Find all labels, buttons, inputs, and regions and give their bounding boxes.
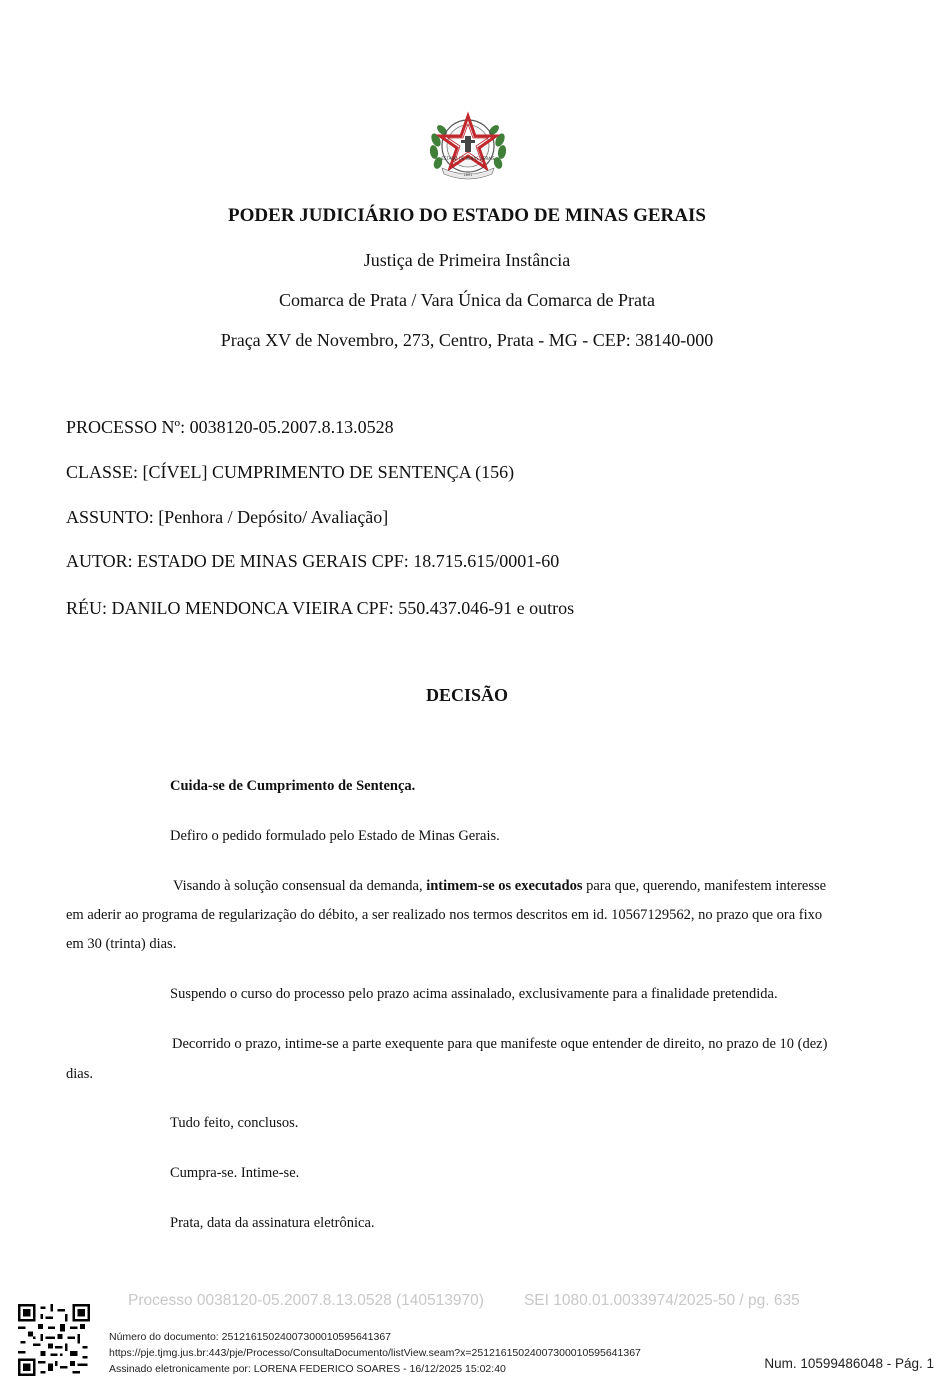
page-number: Num. 10599486048 - Pág. 1 — [764, 1356, 934, 1371]
paragraph-3-line-1: Visando à solução consensual da demanda, intimem-se os executados para que, querendo, manifestem interesse — [173, 878, 827, 894]
paragraph-3-line-2: em aderir ao programa de regularização do débito, a ser realizado nos termos descritos em id. 10567129562, no prazo que ora fixo — [66, 907, 823, 923]
paragraph-7: Cumpra-se. Intime-se. — [170, 1165, 300, 1181]
paragraph-3-bold: intimem-se os executados — [426, 878, 583, 894]
paragraph-5-line-2: dias. — [66, 1066, 93, 1082]
comarca-line: Comarca de Prata / Vara Única da Comarca de Prata — [278, 290, 655, 310]
decision-title: DECISÃO — [425, 685, 509, 705]
state-seal-emblem — [428, 110, 508, 180]
court-title: PODER JUDICIÁRIO DO ESTADO DE MINAS GERAIS — [228, 205, 706, 226]
address-line: Praça XV de Novembro, 273, Centro, Prata - MG - CEP: 38140-000 — [220, 330, 714, 350]
paragraph-8: Prata, data da assinatura eletrônica. — [170, 1215, 375, 1231]
autor-line: AUTOR: ESTADO DE MINAS GERAIS CPF: 18.715.615/0001-60 — [66, 551, 560, 571]
paragraph-4: Suspendo o curso do processo pelo prazo acima assinalado, exclusivamente para a finalidade pretendida. — [170, 986, 778, 1002]
footer-url-link[interactable]: https://pje.tjmg.jus.br:443/pje/Processo/ConsultaDocumento/listView.seam?x=25121615024007300010595641367 — [109, 1347, 641, 1359]
paragraph-5-line-1: Decorrido o prazo, intime-se a parte exequente para que manifeste oque entender de direito, no prazo de 10 (dez) — [172, 1036, 828, 1052]
reu-line: RÉU: DANILO MENDONCA VIEIRA CPF: 550.437.046-91 e outros — [66, 598, 575, 618]
instance-line: Justiça de Primeira Instância — [363, 250, 571, 270]
paragraph-3-line-3: em 30 (trinta) dias. — [66, 936, 177, 952]
classe-line: CLASSE: [CÍVEL] CUMPRIMENTO DE SENTENÇA (156) — [66, 462, 515, 482]
qr-code-icon — [18, 1304, 90, 1376]
watermark-processo: Processo 0038120-05.2007.8.13.0528 (140513970) — [128, 1292, 484, 1309]
svg-text:1891: 1891 — [463, 173, 473, 177]
paragraph-2: Defiro o pedido formulado pelo Estado de Minas Gerais. — [170, 828, 500, 844]
assunto-line: ASSUNTO: [Penhora / Depósito/ Avaliação] — [66, 507, 389, 527]
footer-signature: Assinado eletronicamente por: LORENA FEDERICO SOARES - 16/12/2025 15:02:40 — [109, 1363, 506, 1375]
processo-line: PROCESSO Nº: 0038120-05.2007.8.13.0528 — [66, 417, 394, 437]
watermark-line — [128, 1292, 800, 1310]
svg-text:ESTADO DE MINAS GERAIS: ESTADO DE MINAS GERAIS — [441, 156, 495, 161]
footer-doc-number: Número do documento: 25121615024007300010595641367 — [109, 1331, 391, 1343]
paragraph-6: Tudo feito, conclusos. — [170, 1115, 299, 1131]
watermark-sei: SEI 1080.01.0033974/2025-50 / pg. 635 — [523, 1292, 800, 1309]
paragraph-1: Cuida-se de Cumprimento de Sentença. — [170, 778, 416, 794]
